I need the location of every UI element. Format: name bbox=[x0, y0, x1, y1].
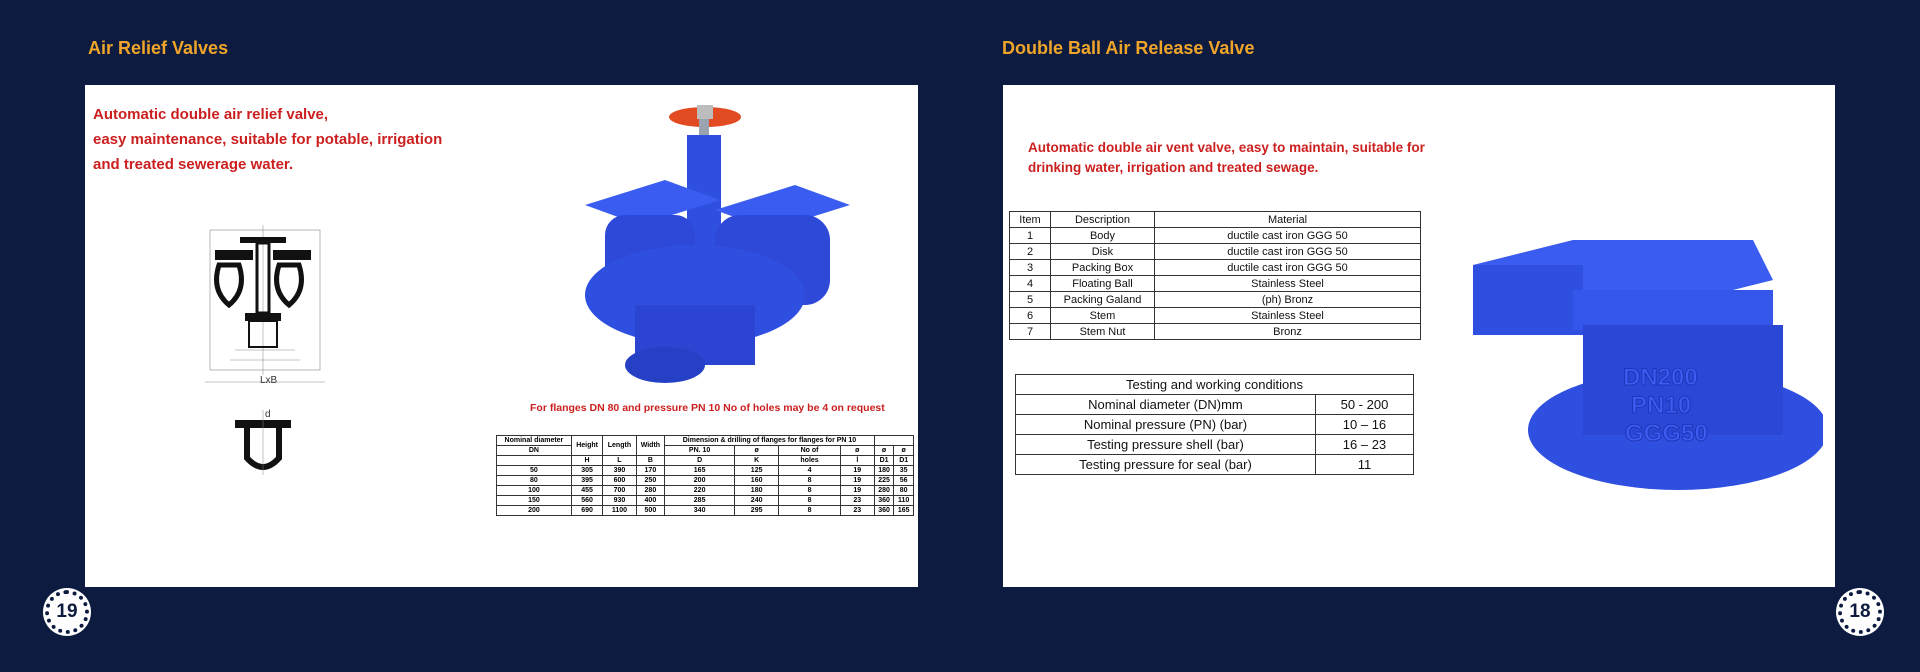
materials-table bbox=[1009, 211, 1421, 340]
table-cell: 8 bbox=[779, 496, 841, 506]
casting-text: PN10 bbox=[1631, 392, 1692, 419]
table-header-cell: H bbox=[571, 456, 602, 466]
table-cell: ductile cast iron GGG 50 bbox=[1155, 228, 1421, 244]
table-cell: 225 bbox=[874, 476, 894, 486]
table-cell: 4 bbox=[1010, 276, 1051, 292]
table-cell: Stainless Steel bbox=[1155, 276, 1421, 292]
table-cell: 6 bbox=[1010, 308, 1051, 324]
table-header-cell: K bbox=[735, 456, 779, 466]
table-cell: 10 – 16 bbox=[1315, 415, 1413, 435]
table-cell: Body bbox=[1051, 228, 1155, 244]
table-cell: 305 bbox=[571, 466, 602, 476]
table-row bbox=[1010, 308, 1421, 324]
table-cell: 56 bbox=[894, 476, 914, 486]
flange-note: For flanges DN 80 and pressure PN 10 No of holes may be 4 on request bbox=[530, 402, 885, 414]
table-cell: 200 bbox=[497, 506, 572, 516]
table-cell: Floating Ball bbox=[1051, 276, 1155, 292]
table-row bbox=[1016, 435, 1414, 455]
table-cell: 180 bbox=[874, 466, 894, 476]
table-cell: 23 bbox=[840, 506, 874, 516]
table-cell: 220 bbox=[665, 486, 735, 496]
table-cell: 250 bbox=[636, 476, 665, 486]
table-cell: 11 bbox=[1315, 455, 1413, 475]
table-cell: (ph) Bronz bbox=[1155, 292, 1421, 308]
description-line: Automatic double air vent valve, easy to maintain, suitable for bbox=[1028, 140, 1425, 155]
table-cell: 285 bbox=[665, 496, 735, 506]
casting-text: DN200 bbox=[1623, 364, 1698, 391]
table-row bbox=[1010, 276, 1421, 292]
table-row bbox=[497, 506, 914, 516]
table-header-cell: holes bbox=[779, 456, 841, 466]
table-header-cell: Width bbox=[636, 436, 665, 456]
table-header-cell: Item bbox=[1010, 212, 1051, 228]
table-cell: Stem Nut bbox=[1051, 324, 1155, 340]
drawing-dimension-label: LxB bbox=[260, 375, 278, 386]
table-row bbox=[497, 476, 914, 486]
right-description bbox=[1028, 138, 1425, 178]
testing-table-title: Testing and working conditions bbox=[1016, 375, 1414, 395]
table-cell: Stainless Steel bbox=[1155, 308, 1421, 324]
table-cell: 8 bbox=[779, 486, 841, 496]
table-cell: 2 bbox=[1010, 244, 1051, 260]
table-row bbox=[497, 466, 914, 476]
table-header-cell: Dimension & drilling of flanges for flanges for PN 10 bbox=[665, 436, 875, 446]
table-row bbox=[497, 496, 914, 506]
table-cell: 560 bbox=[571, 496, 602, 506]
table-row bbox=[1010, 324, 1421, 340]
table-header-cell: L bbox=[603, 456, 636, 466]
table-header-cell: D bbox=[665, 456, 735, 466]
table-cell: 23 bbox=[840, 496, 874, 506]
page-number-badge-18: 18 bbox=[1838, 590, 1882, 634]
table-header-cell: Length bbox=[603, 436, 636, 456]
table-cell: Packing Galand bbox=[1051, 292, 1155, 308]
table-cell: 455 bbox=[571, 486, 602, 496]
table-header-cell: ø bbox=[735, 446, 779, 456]
table-header-cell: DN bbox=[497, 446, 572, 456]
table-cell: ductile cast iron GGG 50 bbox=[1155, 244, 1421, 260]
table-cell: 80 bbox=[497, 476, 572, 486]
table-cell: 690 bbox=[571, 506, 602, 516]
table-cell: 280 bbox=[636, 486, 665, 496]
table-cell: Testing pressure shell (bar) bbox=[1016, 435, 1316, 455]
casting-text: GGG50 bbox=[1625, 420, 1708, 447]
table-cell: Packing Box bbox=[1051, 260, 1155, 276]
table-cell: 80 bbox=[894, 486, 914, 496]
table-cell: ductile cast iron GGG 50 bbox=[1155, 260, 1421, 276]
table-header-cell bbox=[874, 436, 913, 446]
description-line: drinking water, irrigation and treated sewage. bbox=[1028, 160, 1319, 175]
table-cell: 360 bbox=[874, 506, 894, 516]
drawing-d-label: d bbox=[265, 409, 271, 420]
air-relief-valve-image bbox=[575, 95, 875, 395]
table-cell: Stem bbox=[1051, 308, 1155, 324]
table-cell: 200 bbox=[665, 476, 735, 486]
table-cell: 3 bbox=[1010, 260, 1051, 276]
table-cell: 19 bbox=[840, 466, 874, 476]
table-cell: 165 bbox=[894, 506, 914, 516]
table-header-cell: PN. 10 bbox=[665, 446, 735, 456]
table-cell: 395 bbox=[571, 476, 602, 486]
testing-conditions-table bbox=[1015, 374, 1414, 475]
table-cell: 930 bbox=[603, 496, 636, 506]
page-number-badge-19: 19 bbox=[45, 590, 89, 634]
table-cell: 7 bbox=[1010, 324, 1051, 340]
table-cell: Disk bbox=[1051, 244, 1155, 260]
table-header-cell: No of bbox=[779, 446, 841, 456]
table-header-cell: Nominal diameter bbox=[497, 436, 572, 446]
table-header-cell: B bbox=[636, 456, 665, 466]
table-cell: 35 bbox=[894, 466, 914, 476]
table-row bbox=[1010, 292, 1421, 308]
table-cell: 8 bbox=[779, 506, 841, 516]
table-cell: 360 bbox=[874, 496, 894, 506]
table-cell: Nominal pressure (PN) (bar) bbox=[1016, 415, 1316, 435]
description-line: easy maintenance, suitable for potable, irrigation bbox=[93, 131, 443, 148]
table-cell: 5 bbox=[1010, 292, 1051, 308]
table-cell: 390 bbox=[603, 466, 636, 476]
double-ball-valve-image bbox=[1463, 215, 1823, 505]
table-cell: 295 bbox=[735, 506, 779, 516]
valve-technical-drawing bbox=[205, 225, 335, 475]
table-cell: Nominal diameter (DN)mm bbox=[1016, 395, 1316, 415]
table-header-cell: Height bbox=[571, 436, 602, 456]
right-panel bbox=[1003, 85, 1835, 587]
table-cell: 110 bbox=[894, 496, 914, 506]
table-row bbox=[1010, 260, 1421, 276]
table-cell: 180 bbox=[735, 486, 779, 496]
table-cell: 4 bbox=[779, 466, 841, 476]
table-row bbox=[1016, 455, 1414, 475]
table-cell: 700 bbox=[603, 486, 636, 496]
description-line: Automatic double air relief valve, bbox=[93, 106, 329, 123]
table-cell: 125 bbox=[735, 466, 779, 476]
table-cell: 19 bbox=[840, 486, 874, 496]
table-cell: 8 bbox=[779, 476, 841, 486]
table-cell: 170 bbox=[636, 466, 665, 476]
table-header-cell: l bbox=[840, 456, 874, 466]
table-cell: 280 bbox=[874, 486, 894, 496]
table-cell: 16 – 23 bbox=[1315, 435, 1413, 455]
table-cell: 100 bbox=[497, 486, 572, 496]
table-cell: 50 - 200 bbox=[1315, 395, 1413, 415]
left-description bbox=[93, 102, 442, 177]
table-header-cell: Material bbox=[1155, 212, 1421, 228]
table-row bbox=[1016, 415, 1414, 435]
table-header-cell: ø bbox=[874, 446, 894, 456]
table-header-cell: D1 bbox=[894, 456, 914, 466]
table-cell: Bronz bbox=[1155, 324, 1421, 340]
table-row bbox=[1016, 395, 1414, 415]
table-cell: 160 bbox=[735, 476, 779, 486]
table-cell: 1100 bbox=[603, 506, 636, 516]
table-header-cell: ø bbox=[840, 446, 874, 456]
left-section-title: Air Relief Valves bbox=[88, 38, 229, 58]
table-cell: 150 bbox=[497, 496, 572, 506]
table-cell: 1 bbox=[1010, 228, 1051, 244]
table-cell: 19 bbox=[840, 476, 874, 486]
table-header-cell: Description bbox=[1051, 212, 1155, 228]
right-section-title: Double Ball Air Release Valve bbox=[1002, 38, 1255, 58]
table-header-cell: ø bbox=[894, 446, 914, 456]
table-header-cell: D1 bbox=[874, 456, 894, 466]
table-cell: 50 bbox=[497, 466, 572, 476]
dimension-table bbox=[496, 435, 914, 516]
table-cell: Testing pressure for seal (bar) bbox=[1016, 455, 1316, 475]
left-panel bbox=[85, 85, 918, 587]
table-row bbox=[1010, 228, 1421, 244]
table-cell: 600 bbox=[603, 476, 636, 486]
table-row bbox=[497, 486, 914, 496]
table-cell: 340 bbox=[665, 506, 735, 516]
table-cell: 240 bbox=[735, 496, 779, 506]
table-cell: 165 bbox=[665, 466, 735, 476]
table-cell: 500 bbox=[636, 506, 665, 516]
table-row bbox=[1010, 244, 1421, 260]
table-cell: 400 bbox=[636, 496, 665, 506]
description-line: and treated sewerage water. bbox=[93, 156, 294, 173]
